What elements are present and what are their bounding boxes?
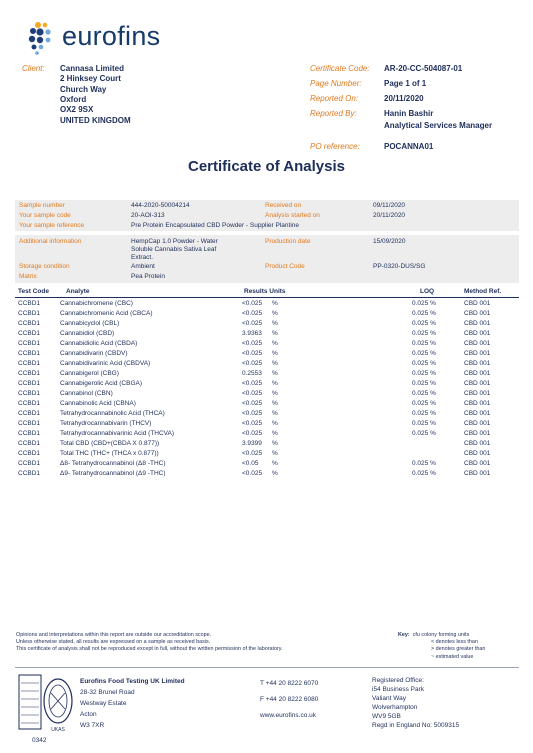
sample-reference-value: Pre Protein Encapsulated CBD Powder - Supplier Plantine	[131, 222, 300, 229]
disclaimer-line: Unless otherwise stated, all results are expressed on a sample as received basis.	[16, 639, 211, 646]
test-code: CCBD1	[18, 310, 41, 317]
key-item: ~ estimated value	[431, 653, 474, 660]
disclaimer-line: Opinions and interpretations within this report are outside our accreditation scope.	[16, 632, 212, 638]
unit: %	[272, 360, 278, 367]
unit: %	[272, 460, 278, 467]
registered-line: Registered Office:	[372, 677, 424, 684]
unit: %	[272, 310, 278, 317]
table-row	[0, 380, 533, 390]
unit: %	[272, 450, 278, 457]
analyte: Total THC (THC+ (THCA x 0.877))	[60, 450, 159, 457]
registered-line: Valiant Way	[372, 695, 406, 702]
fax-number: F +44 20 8222 6080	[260, 696, 319, 703]
table-row	[0, 460, 533, 470]
registered-line: Wolverhampton	[372, 704, 418, 711]
method-ref: CBD 001	[464, 420, 491, 427]
analyte: Δ8- Tetrahydrocannabinol (Δ8 -THC)	[60, 460, 166, 467]
table-divider	[15, 297, 519, 298]
storage-condition-value: Ambient	[131, 263, 155, 270]
result: <0.025	[242, 300, 263, 307]
test-code: CCBD1	[18, 360, 41, 367]
key-item: > denotes greater than	[431, 646, 486, 653]
result: <0.025	[242, 340, 263, 347]
test-code: CCBD1	[18, 460, 41, 467]
test-code: CCBD1	[18, 300, 41, 307]
client-line: Cannasa Limited	[60, 64, 125, 73]
table-row	[0, 450, 533, 460]
loq: 0.025 %	[412, 320, 436, 327]
unit: %	[272, 440, 278, 447]
test-code: CCBD1	[18, 370, 41, 377]
production-date-value: 15/09/2020	[373, 238, 406, 245]
table-row	[0, 310, 533, 320]
table-row	[0, 300, 533, 310]
loq: 0.025 %	[412, 400, 436, 407]
loq: 0.025 %	[412, 390, 436, 397]
analyte: Cannabidivarinic Acid (CBDVA)	[60, 360, 151, 367]
result: <0.025	[242, 470, 263, 477]
test-code: CCBD1	[18, 470, 41, 477]
result: <0.025	[242, 400, 263, 407]
svg-text:UKAS: UKAS	[51, 727, 65, 733]
unit: %	[272, 340, 278, 347]
table-row	[0, 350, 533, 360]
sample-code-label: Your sample code	[19, 212, 71, 219]
analyte: Cannabidiol (CBD)	[60, 330, 115, 337]
additional-info-value: HempCap 1.0 Powder - Water	[131, 238, 218, 245]
method-ref: CBD 001	[464, 390, 491, 397]
method-ref: CBD 001	[464, 460, 491, 467]
method-ref: CBD 001	[464, 300, 491, 307]
analyte: Tetrahydrocannabivarinic Acid (THCVA)	[60, 430, 175, 437]
test-code: CCBD1	[18, 340, 41, 347]
method-ref: CBD 001	[464, 400, 491, 407]
test-code: CCBD1	[18, 330, 41, 337]
method-ref: CBD 001	[464, 340, 491, 347]
loq: 0.025 %	[412, 470, 436, 477]
reported-on-label: Reported On:	[310, 94, 359, 103]
client-line: Church Way	[60, 85, 107, 94]
sample-reference-label: Your sample reference	[19, 222, 85, 229]
table-row	[0, 370, 533, 380]
client-line: Oxford	[60, 95, 87, 104]
result: <0.025	[242, 410, 263, 417]
loq: 0.025 %	[412, 340, 436, 347]
product-code-value: PP-0320-DUS/SG	[373, 263, 426, 270]
method-ref: CBD 001	[464, 310, 491, 317]
company-name: Eurofins Food Testing UK Limited	[80, 678, 185, 685]
loq: 0.025 %	[412, 370, 436, 377]
table-row	[0, 360, 533, 370]
result: <0.025	[242, 380, 263, 387]
po-reference-value: POCANNA01	[384, 142, 434, 151]
page-number-label: Page Number:	[310, 79, 362, 88]
header-method-ref: Method Ref.	[464, 288, 502, 295]
po-reference-label: PO reference:	[310, 142, 360, 151]
registered-line: Regd in England No: 5009315	[372, 722, 460, 729]
table-row	[0, 330, 533, 340]
key-item: < denotes less than	[431, 639, 478, 646]
loq: 0.025 %	[412, 420, 436, 427]
unit: %	[272, 400, 278, 407]
unit: %	[272, 390, 278, 397]
ukas-number: 0342	[32, 737, 47, 744]
ukas-accreditation-icon	[18, 673, 76, 741]
analyte: Tetrahydrocannabivarin (THCV)	[60, 420, 152, 427]
certificate-code-value: AR-20-CC-504087-01	[384, 64, 463, 73]
received-on-value: 09/11/2020	[373, 202, 406, 209]
method-ref: CBD 001	[464, 350, 491, 357]
loq: 0.025 %	[412, 380, 436, 387]
test-code: CCBD1	[18, 350, 41, 357]
unit: %	[272, 470, 278, 477]
loq: 0.025 %	[412, 330, 436, 337]
unit: %	[272, 350, 278, 357]
loq: 0.025 %	[412, 310, 436, 317]
loq: 0.025 %	[412, 430, 436, 437]
header-analyte: Analyte	[66, 288, 90, 295]
table-row	[0, 470, 533, 480]
test-code: CCBD1	[18, 440, 41, 447]
registered-office	[372, 676, 459, 730]
test-code: CCBD1	[18, 380, 41, 387]
result: <0.025	[242, 390, 263, 397]
header-loq: LOQ	[420, 288, 435, 295]
method-ref: CBD 001	[464, 320, 491, 327]
table-row	[0, 410, 533, 420]
key-legend	[398, 632, 485, 661]
loq: 0.025 %	[412, 360, 436, 367]
table-row	[0, 400, 533, 410]
analyte: Δ9- Tetrahydrocannabinol (Δ9 -THC)	[60, 470, 166, 477]
table-row	[0, 320, 533, 330]
registered-line: i54 Business Park	[372, 686, 425, 693]
unit: %	[272, 410, 278, 417]
disclaimer-line: This certificate of analysis shall not be reproduced except in full, without the written permission of the laboratory.	[16, 646, 283, 653]
address-line: Acton	[80, 711, 97, 718]
table-row	[0, 390, 533, 400]
sample-number-value: 444-2020-50004214	[131, 202, 190, 209]
unit: %	[272, 430, 278, 437]
analyte: Cannabichromene (CBC)	[60, 300, 133, 307]
unit: %	[272, 300, 278, 307]
matrix-label: Matrix	[19, 273, 37, 280]
test-code: CCBD1	[18, 320, 41, 327]
eurofins-logo-icon	[28, 20, 60, 56]
test-code: CCBD1	[18, 450, 41, 457]
method-ref: CBD 001	[464, 440, 491, 447]
unit: %	[272, 330, 278, 337]
test-code: CCBD1	[18, 420, 41, 427]
analyte: Cannabinolic Acid (CBNA)	[60, 400, 136, 407]
analysis-started-value: 20/11/2020	[373, 212, 406, 219]
method-ref: CBD 001	[464, 450, 491, 457]
phone-number: T +44 20 8222 6070	[260, 680, 319, 687]
test-code: CCBD1	[18, 410, 41, 417]
result: <0.025	[242, 430, 263, 437]
result: <0.025	[242, 420, 263, 427]
result: <0.025	[242, 450, 263, 457]
method-ref: CBD 001	[464, 360, 491, 367]
table-row	[0, 340, 533, 350]
page-number-value: Page 1 of 1	[384, 79, 427, 88]
table-row	[0, 420, 533, 430]
unit: %	[272, 370, 278, 377]
table-row	[0, 430, 533, 440]
test-code: CCBD1	[18, 390, 41, 397]
matrix-value: Pea Protein	[131, 273, 165, 280]
result: 0.2553	[242, 370, 262, 377]
result: <0.025	[242, 310, 263, 317]
analyte: Total CBD (CBD+(CBDA X 0.877))	[60, 440, 160, 447]
registered-line: WV9 5GB	[372, 713, 401, 720]
result: <0.05	[242, 460, 259, 467]
test-code: CCBD1	[18, 430, 41, 437]
method-ref: CBD 001	[464, 380, 491, 387]
analyte: Tetrahydrocannabinolic Acid (THCA)	[60, 410, 165, 417]
page-title: Certificate of Analysis	[188, 158, 345, 175]
contact-details	[260, 676, 318, 724]
analyte: Cannabinol (CBN)	[60, 390, 113, 397]
client-line: UNITED KINGDOM	[60, 116, 131, 125]
analysis-started-label: Analysis started on	[265, 212, 320, 219]
key-item: cfu colony forming units	[412, 632, 470, 638]
loq: 0.025 %	[412, 300, 436, 307]
result: <0.025	[242, 350, 263, 357]
additional-info-value: Soluble Cannabis Sativa Leaf	[131, 246, 217, 253]
address-line: W3 7XR	[80, 722, 105, 729]
header-test-code: Test Code	[18, 288, 49, 295]
reported-by-value: Hanin Bashir	[384, 109, 434, 118]
method-ref: CBD 001	[464, 470, 491, 477]
address-line: Westway Estate	[80, 700, 127, 707]
footer-divider	[15, 667, 519, 668]
key-label: Key:	[398, 632, 410, 638]
unit: %	[272, 320, 278, 327]
address-line: 28-32 Brunel Road	[80, 689, 135, 696]
website-link[interactable]: www.eurofins.co.uk	[260, 712, 316, 719]
product-code-label: Product Code	[265, 263, 305, 270]
analyte: Cannabigerolic Acid (CBGA)	[60, 380, 143, 387]
sample-number-label: Sample number	[19, 202, 65, 209]
received-on-label: Received on	[265, 202, 302, 209]
unit: %	[272, 380, 278, 387]
loq: 0.025 %	[412, 410, 436, 417]
reported-by-role: Analytical Services Manager	[384, 121, 493, 130]
footer-disclaimer	[16, 632, 283, 654]
method-ref: CBD 001	[464, 410, 491, 417]
method-ref: CBD 001	[464, 330, 491, 337]
result: 3.9399	[242, 440, 262, 447]
additional-info-label: Additional information	[19, 238, 82, 245]
result: <0.025	[242, 360, 263, 367]
company-address	[80, 676, 185, 731]
company-logo: eurofins	[62, 21, 161, 51]
sample-code-value: 20-AOI-313	[131, 212, 165, 219]
result: <0.025	[242, 320, 263, 327]
analyte: Cannabidiolic Acid (CBDA)	[60, 340, 138, 347]
header-results-units: Results Units	[244, 288, 286, 295]
method-ref: CBD 001	[464, 430, 491, 437]
result: 3.9363	[242, 330, 262, 337]
unit: %	[272, 420, 278, 427]
storage-condition-label: Storage condition	[19, 263, 70, 270]
method-ref: CBD 001	[464, 370, 491, 377]
test-code: CCBD1	[18, 400, 41, 407]
analyte: Cannabicyclol (CBL)	[60, 320, 120, 327]
client-label: Client:	[22, 64, 45, 73]
production-date-label: Production date	[265, 238, 311, 245]
reported-on-value: 20/11/2020	[384, 94, 424, 103]
loq: 0.025 %	[412, 350, 436, 357]
analyte: Cannabichromenic Acid (CBCA)	[60, 310, 153, 317]
certificate-code-label: Certificate Code:	[310, 64, 370, 73]
additional-info-value: Extract.	[131, 254, 154, 261]
client-line: OX2 9SX	[60, 105, 94, 114]
reported-by-label: Reported By:	[310, 109, 357, 118]
loq: 0.025 %	[412, 460, 436, 467]
analyte: Cannabidivarin (CBDV)	[60, 350, 128, 357]
client-line: 2 Hinksey Court	[60, 74, 121, 83]
table-row	[0, 440, 533, 450]
analyte: Cannabigerol (CBG)	[60, 370, 119, 377]
